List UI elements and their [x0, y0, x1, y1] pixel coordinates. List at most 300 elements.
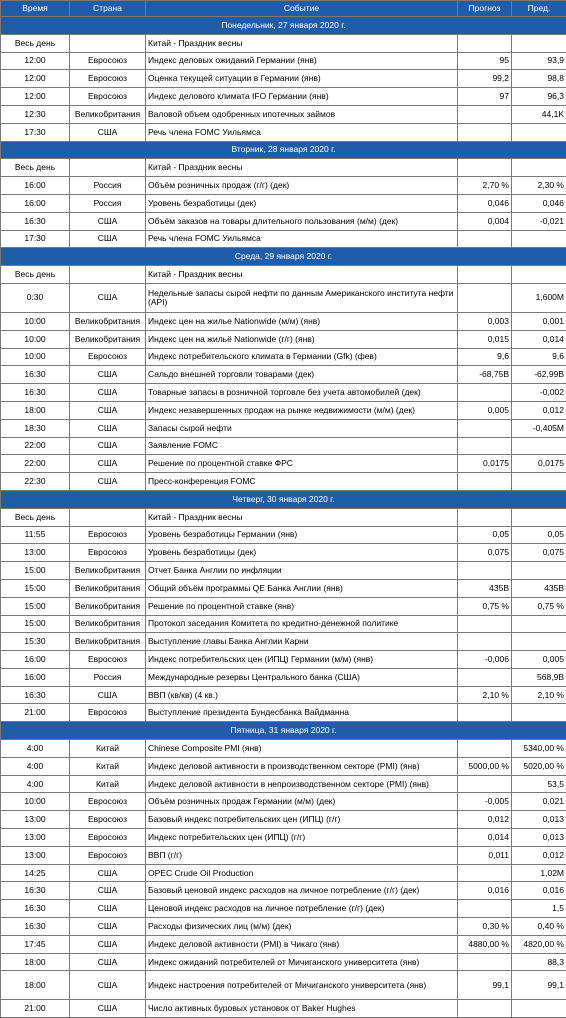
- event-time: 16:30: [1, 918, 70, 936]
- table-row: [1, 526, 566, 544]
- event-previous: 0,013: [512, 829, 566, 847]
- event-name: Индекс цен на жильё Nationwide (г/г) (янв): [146, 330, 458, 348]
- event-forecast: 97: [458, 88, 512, 106]
- event-previous: 0,75 %: [512, 597, 566, 615]
- event-forecast: 0,003: [458, 312, 512, 330]
- event-name: Речь члена FOMC Уильямса: [146, 230, 458, 248]
- event-country: США: [70, 473, 146, 491]
- event-previous: -62,99B: [512, 366, 566, 384]
- event-country: Великобритания: [70, 615, 146, 633]
- event-previous: 0,021: [512, 793, 566, 811]
- event-forecast: [458, 704, 512, 722]
- event-name: Индекс потребительских цен (ИПЦ) (г/г): [146, 829, 458, 847]
- event-forecast: -0,005: [458, 793, 512, 811]
- event-country: США: [70, 384, 146, 402]
- day-header-row: [1, 141, 566, 159]
- event-time: 12:00: [1, 70, 70, 88]
- event-country: США: [70, 283, 146, 312]
- event-forecast: [458, 266, 512, 284]
- event-previous: 53,5: [512, 775, 566, 793]
- event-time: 16:30: [1, 366, 70, 384]
- event-forecast: 0,016: [458, 882, 512, 900]
- table-row: [1, 105, 566, 123]
- event-country: [70, 34, 146, 52]
- event-time: 22:00: [1, 455, 70, 473]
- event-name: Отчет Банка Англии по инфляции: [146, 562, 458, 580]
- day-title: Четверг, 30 января 2020 г.: [1, 490, 566, 508]
- header-forecast: Прогноз: [458, 1, 512, 17]
- table-row: [1, 918, 566, 936]
- event-country: Евросоюз: [70, 651, 146, 669]
- event-name: Заявление FOMC: [146, 437, 458, 455]
- table-row: [1, 882, 566, 900]
- event-previous: [512, 508, 566, 526]
- event-time: 12:30: [1, 105, 70, 123]
- event-time: 14:25: [1, 864, 70, 882]
- event-name: Выступление главы Банка Англии Карни: [146, 633, 458, 651]
- header-row: [1, 1, 566, 17]
- table-row: [1, 473, 566, 491]
- event-country: [70, 159, 146, 177]
- event-previous: 99,1: [512, 971, 566, 1000]
- event-name: ВВП (кв/кв) (4 кв.): [146, 686, 458, 704]
- day-header-row: [1, 722, 566, 740]
- event-name: Объём заказов на товары длительного пользования (м/м) (дек): [146, 212, 458, 230]
- table-row: [1, 52, 566, 70]
- event-country: Евросоюз: [70, 70, 146, 88]
- event-country: США: [70, 455, 146, 473]
- table-row: [1, 900, 566, 918]
- table-row: [1, 615, 566, 633]
- table-row: [1, 419, 566, 437]
- event-forecast: [458, 562, 512, 580]
- event-time: 17:45: [1, 935, 70, 953]
- table-row: [1, 123, 566, 141]
- event-previous: 568,9B: [512, 668, 566, 686]
- event-previous: 44,1K: [512, 105, 566, 123]
- event-name: Сальдо внешней торговли товарами (дек): [146, 366, 458, 384]
- event-name: Индекс деловой активности в производственном секторе (PMI) (янв): [146, 757, 458, 775]
- event-time: 0:30: [1, 283, 70, 312]
- event-time: 16:00: [1, 668, 70, 686]
- event-time: 16:30: [1, 882, 70, 900]
- event-name: Товарные запасы в розничной торговле без учета автомобилей (дек): [146, 384, 458, 402]
- event-name: Китай - Праздник весны: [146, 508, 458, 526]
- table-row: [1, 348, 566, 366]
- event-name: Базовый индекс потребительских цен (ИПЦ) (г/г): [146, 811, 458, 829]
- event-forecast: 5000,00 %: [458, 757, 512, 775]
- event-previous: 1,02M: [512, 864, 566, 882]
- event-country: Великобритания: [70, 579, 146, 597]
- table-row: [1, 811, 566, 829]
- day-title: Понедельник, 27 января 2020 г.: [1, 17, 566, 35]
- event-country: Великобритания: [70, 330, 146, 348]
- event-time: 21:00: [1, 1000, 70, 1018]
- event-name: Выступление президента Бундесбанка Вайдманна: [146, 704, 458, 722]
- event-forecast: [458, 34, 512, 52]
- event-country: Россия: [70, 177, 146, 195]
- event-name: Chinese Composite PMI (янв): [146, 740, 458, 758]
- event-previous: -0,405M: [512, 419, 566, 437]
- table-row: [1, 508, 566, 526]
- table-row: [1, 544, 566, 562]
- event-time: 18:30: [1, 419, 70, 437]
- table-row: [1, 401, 566, 419]
- event-country: США: [70, 918, 146, 936]
- event-country: [70, 508, 146, 526]
- event-previous: [512, 615, 566, 633]
- event-forecast: 0,011: [458, 846, 512, 864]
- table-row: [1, 88, 566, 106]
- event-previous: 0,001: [512, 312, 566, 330]
- event-time: 4:00: [1, 740, 70, 758]
- event-previous: 0,012: [512, 401, 566, 419]
- event-previous: [512, 34, 566, 52]
- event-time: 16:00: [1, 177, 70, 195]
- event-forecast: 2,10 %: [458, 686, 512, 704]
- event-previous: 5020,00 %: [512, 757, 566, 775]
- event-previous: 1,5: [512, 900, 566, 918]
- event-forecast: 0,05: [458, 526, 512, 544]
- event-name: Протокол заседания Комитета по кредитно-денежной политике: [146, 615, 458, 633]
- event-time: 16:00: [1, 194, 70, 212]
- table-row: [1, 740, 566, 758]
- event-forecast: 0,075: [458, 544, 512, 562]
- event-country: Великобритания: [70, 633, 146, 651]
- event-country: США: [70, 419, 146, 437]
- event-time: 15:00: [1, 597, 70, 615]
- event-name: Китай - Праздник весны: [146, 159, 458, 177]
- event-country: Великобритания: [70, 562, 146, 580]
- event-previous: [512, 123, 566, 141]
- event-time: 13:00: [1, 829, 70, 847]
- event-forecast: [458, 615, 512, 633]
- event-name: Индекс делового климата IFO Германии (янв): [146, 88, 458, 106]
- event-country: США: [70, 123, 146, 141]
- event-time: Весь день: [1, 266, 70, 284]
- table-row: [1, 793, 566, 811]
- event-name: Индекс деловых ожиданий Германии (янв): [146, 52, 458, 70]
- header-previous: Пред.: [512, 1, 566, 17]
- table-row: [1, 846, 566, 864]
- event-forecast: [458, 230, 512, 248]
- event-name: Недельные запасы сырой нефти по данным Американского института нефти (API): [146, 283, 458, 312]
- event-country: Евросоюз: [70, 526, 146, 544]
- event-time: 11:55: [1, 526, 70, 544]
- event-previous: 0,014: [512, 330, 566, 348]
- event-name: Индекс ожиданий потребителей от Мичиганского университета (янв): [146, 953, 458, 971]
- event-previous: 5340,00 %: [512, 740, 566, 758]
- event-forecast: 0,014: [458, 829, 512, 847]
- event-forecast: 0,005: [458, 401, 512, 419]
- event-previous: -0,002: [512, 384, 566, 402]
- table-row: [1, 597, 566, 615]
- table-row: [1, 633, 566, 651]
- event-previous: 0,005: [512, 651, 566, 669]
- event-country: Евросоюз: [70, 52, 146, 70]
- event-name: Индекс незавершенных продаж на рынке недвижимости (м/м) (дек): [146, 401, 458, 419]
- table-row: [1, 177, 566, 195]
- event-country: США: [70, 686, 146, 704]
- event-previous: [512, 562, 566, 580]
- event-forecast: -0,006: [458, 651, 512, 669]
- event-previous: [512, 159, 566, 177]
- event-previous: [512, 1000, 566, 1018]
- event-forecast: 0,75 %: [458, 597, 512, 615]
- event-time: 16:30: [1, 384, 70, 402]
- event-forecast: [458, 123, 512, 141]
- event-forecast: 435B: [458, 579, 512, 597]
- table-row: [1, 366, 566, 384]
- event-time: 16:30: [1, 686, 70, 704]
- event-country: Китай: [70, 775, 146, 793]
- event-previous: 96,3: [512, 88, 566, 106]
- event-name: Решение по процентной ставке ФРС: [146, 455, 458, 473]
- table-row: [1, 1000, 566, 1018]
- event-country: [70, 266, 146, 284]
- event-previous: 88,3: [512, 953, 566, 971]
- event-country: США: [70, 953, 146, 971]
- event-country: Китай: [70, 757, 146, 775]
- event-forecast: [458, 740, 512, 758]
- header-country: Страна: [70, 1, 146, 17]
- event-forecast: [458, 633, 512, 651]
- event-country: Евросоюз: [70, 793, 146, 811]
- event-previous: 1,600M: [512, 283, 566, 312]
- event-time: 16:30: [1, 212, 70, 230]
- event-time: 4:00: [1, 775, 70, 793]
- event-forecast: -68,75B: [458, 366, 512, 384]
- event-forecast: [458, 668, 512, 686]
- event-time: 17:30: [1, 230, 70, 248]
- event-name: Индекс потребительских цен (ИПЦ) Германии (м/м) (янв): [146, 651, 458, 669]
- table-row: [1, 437, 566, 455]
- table-row: [1, 686, 566, 704]
- event-country: Великобритания: [70, 312, 146, 330]
- event-forecast: [458, 953, 512, 971]
- event-time: 13:00: [1, 544, 70, 562]
- event-name: Уровень безработицы Германии (янв): [146, 526, 458, 544]
- event-time: 22:00: [1, 437, 70, 455]
- event-time: 18:00: [1, 953, 70, 971]
- event-name: Объём розничных продаж (г/г) (дек): [146, 177, 458, 195]
- table-row: [1, 212, 566, 230]
- event-forecast: 0,004: [458, 212, 512, 230]
- event-name: Общий объём программы QE Банка Англии (янв): [146, 579, 458, 597]
- event-forecast: [458, 508, 512, 526]
- event-previous: 9,6: [512, 348, 566, 366]
- event-time: Весь день: [1, 159, 70, 177]
- event-time: 10:00: [1, 348, 70, 366]
- table-row: [1, 230, 566, 248]
- event-country: США: [70, 437, 146, 455]
- event-country: США: [70, 366, 146, 384]
- event-previous: 435B: [512, 579, 566, 597]
- event-previous: [512, 230, 566, 248]
- event-forecast: [458, 419, 512, 437]
- event-time: 10:00: [1, 793, 70, 811]
- day-title: Вторник, 28 января 2020 г.: [1, 141, 566, 159]
- event-name: Пресс-конференция FOMC: [146, 473, 458, 491]
- calendar-body: [1, 17, 566, 1018]
- table-row: [1, 330, 566, 348]
- table-row: [1, 159, 566, 177]
- event-previous: 98,8: [512, 70, 566, 88]
- event-previous: [512, 633, 566, 651]
- event-country: США: [70, 401, 146, 419]
- event-country: США: [70, 1000, 146, 1018]
- event-country: США: [70, 864, 146, 882]
- event-previous: 0,0175: [512, 455, 566, 473]
- event-time: 10:00: [1, 330, 70, 348]
- table-row: [1, 455, 566, 473]
- table-row: [1, 312, 566, 330]
- table-row: [1, 70, 566, 88]
- event-previous: 0,40 %: [512, 918, 566, 936]
- event-previous: 0,075: [512, 544, 566, 562]
- event-name: Индекс потребительского климата в Германии (Gfk) (фев): [146, 348, 458, 366]
- event-time: 22:30: [1, 473, 70, 491]
- event-forecast: 99,1: [458, 971, 512, 1000]
- event-name: Индекс деловой активности (PMI) в Чикаго (янв): [146, 935, 458, 953]
- table-row: [1, 829, 566, 847]
- event-time: 15:30: [1, 633, 70, 651]
- event-forecast: 0,30 %: [458, 918, 512, 936]
- event-name: Решение по процентной ставке (янв): [146, 597, 458, 615]
- event-previous: 0,012: [512, 846, 566, 864]
- event-forecast: 9,6: [458, 348, 512, 366]
- event-previous: [512, 437, 566, 455]
- event-name: Уровень безработицы (дек): [146, 544, 458, 562]
- event-time: Весь день: [1, 508, 70, 526]
- event-time: 15:00: [1, 562, 70, 580]
- event-time: 17:30: [1, 123, 70, 141]
- table-row: [1, 704, 566, 722]
- event-name: Китай - Праздник весны: [146, 266, 458, 284]
- event-time: 15:00: [1, 579, 70, 597]
- table-row: [1, 757, 566, 775]
- event-time: Весь день: [1, 34, 70, 52]
- event-previous: 2,10 %: [512, 686, 566, 704]
- event-forecast: [458, 473, 512, 491]
- event-time: 10:00: [1, 312, 70, 330]
- event-forecast: 0,0175: [458, 455, 512, 473]
- event-name: Число активных буровых установок от Baker Hughes: [146, 1000, 458, 1018]
- event-country: США: [70, 971, 146, 1000]
- event-previous: 0,046: [512, 194, 566, 212]
- table-row: [1, 971, 566, 1000]
- event-previous: 0,013: [512, 811, 566, 829]
- event-forecast: [458, 283, 512, 312]
- table-row: [1, 935, 566, 953]
- table-row: [1, 266, 566, 284]
- event-name: Индекс настроения потребителей от Мичиганского университета (янв): [146, 971, 458, 1000]
- event-country: Великобритания: [70, 597, 146, 615]
- day-title: Среда, 29 января 2020 г.: [1, 248, 566, 266]
- event-country: США: [70, 935, 146, 953]
- event-forecast: [458, 105, 512, 123]
- event-forecast: [458, 864, 512, 882]
- event-name: Ценовой индекс расходов на личное потребление (г/г) (дек): [146, 900, 458, 918]
- event-name: Оценка текущей ситуации в Германии (янв): [146, 70, 458, 88]
- event-forecast: [458, 900, 512, 918]
- table-row: [1, 953, 566, 971]
- event-time: 13:00: [1, 846, 70, 864]
- event-forecast: [458, 775, 512, 793]
- event-previous: 2,30 %: [512, 177, 566, 195]
- event-previous: 0,016: [512, 882, 566, 900]
- event-name: Расходы физических лиц (м/м) (дек): [146, 918, 458, 936]
- event-forecast: [458, 384, 512, 402]
- event-time: 16:00: [1, 651, 70, 669]
- event-time: 4:00: [1, 757, 70, 775]
- event-forecast: [458, 159, 512, 177]
- event-country: Россия: [70, 194, 146, 212]
- event-name: Индекс деловой активности в непроизводственном секторе (PMI) (янв): [146, 775, 458, 793]
- event-country: Евросоюз: [70, 829, 146, 847]
- header-event: Событие: [146, 1, 458, 17]
- day-title: Пятница, 31 января 2020 г.: [1, 722, 566, 740]
- event-forecast: 2,70 %: [458, 177, 512, 195]
- event-forecast: 99,2: [458, 70, 512, 88]
- table-row: [1, 384, 566, 402]
- event-country: Великобритания: [70, 105, 146, 123]
- event-country: США: [70, 882, 146, 900]
- event-forecast: 0,046: [458, 194, 512, 212]
- event-time: 18:00: [1, 971, 70, 1000]
- event-name: Базовый ценовой индекс расходов на личное потребление (г/г) (дек): [146, 882, 458, 900]
- event-time: 12:00: [1, 52, 70, 70]
- table-row: [1, 651, 566, 669]
- event-forecast: 95: [458, 52, 512, 70]
- event-previous: [512, 266, 566, 284]
- event-name: ВВП (г/г): [146, 846, 458, 864]
- event-forecast: 4880,00 %: [458, 935, 512, 953]
- event-forecast: 0,015: [458, 330, 512, 348]
- event-country: Евросоюз: [70, 704, 146, 722]
- event-previous: [512, 473, 566, 491]
- event-name: Китай - Праздник весны: [146, 34, 458, 52]
- table-row: [1, 283, 566, 312]
- event-time: 12:00: [1, 88, 70, 106]
- event-forecast: 0,012: [458, 811, 512, 829]
- table-row: [1, 864, 566, 882]
- table-row: [1, 562, 566, 580]
- day-header-row: [1, 490, 566, 508]
- event-name: Международные резервы Центрального банка (США): [146, 668, 458, 686]
- event-time: 16:30: [1, 900, 70, 918]
- event-previous: -0,021: [512, 212, 566, 230]
- event-country: Евросоюз: [70, 544, 146, 562]
- event-country: Евросоюз: [70, 348, 146, 366]
- event-name: Речь члена FOMC Уильямса: [146, 123, 458, 141]
- table-row: [1, 34, 566, 52]
- event-previous: 4820,00 %: [512, 935, 566, 953]
- table-row: [1, 579, 566, 597]
- event-forecast: [458, 437, 512, 455]
- event-time: 13:00: [1, 811, 70, 829]
- event-country: Россия: [70, 668, 146, 686]
- event-country: Китай: [70, 740, 146, 758]
- event-name: Запасы сырой нефти: [146, 419, 458, 437]
- event-country: США: [70, 230, 146, 248]
- event-name: Уровень безработицы (дек): [146, 194, 458, 212]
- event-previous: 93,9: [512, 52, 566, 70]
- event-previous: [512, 704, 566, 722]
- table-row: [1, 775, 566, 793]
- event-time: 15:00: [1, 615, 70, 633]
- event-name: OPEC Crude Oil Production: [146, 864, 458, 882]
